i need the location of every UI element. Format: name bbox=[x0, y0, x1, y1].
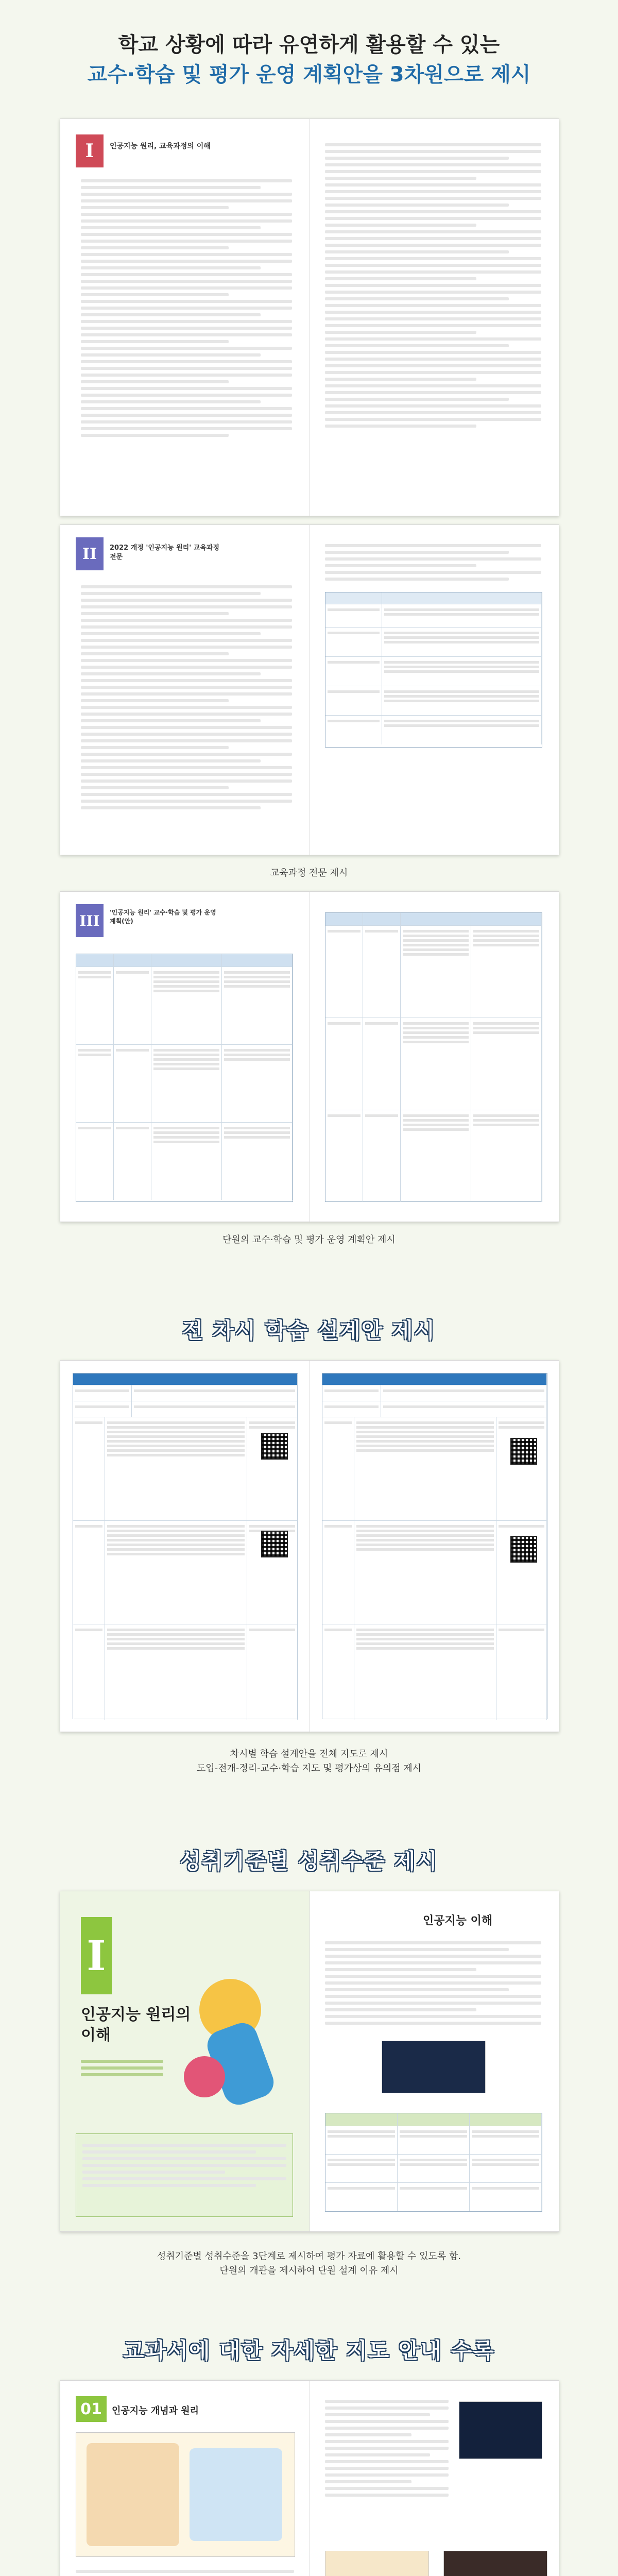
lesson-plan-spread bbox=[60, 1360, 559, 1732]
caption-achievement-1: 성취기준별 성취수준을 3단계로 제시하여 평가 자료에 활용할 수 있도록 함. bbox=[157, 2251, 461, 2262]
qr-code-icon bbox=[261, 1433, 288, 1460]
achievement-spread bbox=[60, 1891, 559, 2232]
teaching-plan-spread bbox=[60, 891, 559, 1222]
caption-achievement-2: 단원의 개관을 제시하여 단원 설계 이유 제시 bbox=[219, 2265, 399, 2276]
achievement-text bbox=[325, 1938, 541, 2028]
robot-illustration bbox=[179, 1969, 297, 2113]
caption-plan: 단원의 교수·학습 및 평가 운영 계획안 제시 bbox=[222, 1234, 396, 1245]
section-title-guide: 교과서에 대한 자세한 지도 안내 수록 bbox=[123, 2338, 495, 2363]
unit-title bbox=[81, 2005, 191, 2046]
ai-network-image bbox=[382, 2041, 486, 2093]
curriculum-spread-2 bbox=[60, 524, 559, 855]
plan-table-left bbox=[76, 954, 293, 1202]
qr-code-icon bbox=[510, 1438, 537, 1465]
caption-lesson-plan-2: 도입-전개-정리-교수·학습 지도 및 평가상의 유의점 제시 bbox=[196, 1763, 422, 1774]
guide-right-text bbox=[325, 2396, 449, 2500]
roman-numeral-ii: II bbox=[76, 537, 104, 570]
guide-text bbox=[76, 2566, 294, 2576]
chapter-title: 인공지능 원리, 교육과정의 이해 bbox=[110, 142, 211, 150]
lesson-number: 01 bbox=[76, 2396, 107, 2422]
headline-block bbox=[0, 30, 618, 90]
unit-title-line2: 이해 bbox=[81, 2026, 111, 2044]
plan-table-right bbox=[325, 912, 542, 1202]
roman-numeral-i-green: I bbox=[81, 1917, 112, 1994]
qr-code-icon bbox=[510, 1536, 537, 1563]
guide-spread-1 bbox=[60, 2380, 559, 2576]
food-image bbox=[325, 2551, 429, 2576]
body-text-block bbox=[81, 176, 292, 440]
right-page-title: 인공지능 이해 bbox=[423, 1914, 493, 1927]
body-text-block-right bbox=[325, 540, 541, 584]
headline-line1: 학교 상황에 따라 유연하게 활용할 수 있는 bbox=[118, 33, 500, 57]
achievement-level-table bbox=[325, 2113, 542, 2212]
caption-curriculum: 교육과정 전문 제시 bbox=[270, 868, 348, 878]
curriculum-spread-1 bbox=[60, 118, 559, 516]
body-text-block-right bbox=[325, 140, 541, 431]
unit-outline bbox=[81, 2056, 163, 2080]
section-title-lesson-plan: 전 차시 학습 설계안 제시 bbox=[182, 1318, 436, 1343]
chapter-title-2: 2022 개정 '인공지능 원리' 교육과정 전문 bbox=[110, 544, 219, 561]
headline-line2: 교수·학습 및 평가 운영 계획안을 3차원으로 제시 bbox=[87, 63, 531, 87]
unit-title-line1: 인공지능 원리의 bbox=[81, 2006, 191, 2024]
overview-box bbox=[76, 2133, 293, 2217]
caption-lesson-plan-1: 차시별 학습 설계안을 전체 지도로 제시 bbox=[230, 1749, 388, 1759]
roman-numeral-iii: III bbox=[76, 904, 104, 937]
curriculum-table bbox=[325, 592, 542, 748]
roman-numeral-i: I bbox=[76, 134, 104, 167]
chapter-title-3: '인공지능 원리' 교수·학습 및 평가 운영 계획(안) bbox=[110, 909, 216, 925]
textbook-page-image bbox=[76, 2432, 295, 2557]
lesson-title: 인공지능 개념과 원리 bbox=[112, 2405, 199, 2416]
section-title-achievement: 성취기준별 성취수준 제시 bbox=[180, 1849, 438, 1874]
brain-image bbox=[459, 2401, 542, 2459]
qr-code-icon bbox=[261, 1531, 288, 1557]
body-text-block bbox=[81, 582, 292, 813]
photo-image bbox=[443, 2551, 547, 2576]
